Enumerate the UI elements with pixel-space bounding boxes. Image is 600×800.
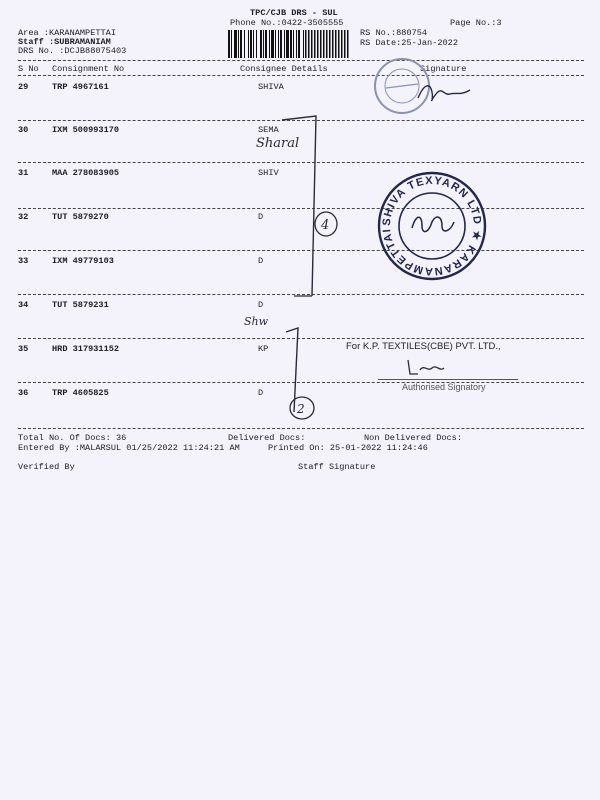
table-bottom-rule — [18, 428, 584, 429]
non-delivered-docs: Non Delivered Docs: — [364, 433, 462, 443]
delivered-docs: Delivered Docs: — [228, 433, 306, 443]
row-35-sno: 35 — [18, 344, 29, 354]
drs-number: DRS No. :DCJB88075403 — [18, 46, 127, 56]
handwritten-brackets — [280, 112, 340, 412]
row-34-sno: 34 — [18, 300, 29, 310]
row-33-consignee: D — [258, 256, 264, 266]
row-32-sno: 32 — [18, 212, 29, 222]
row-34-consignment: TUT 5879231 — [52, 300, 109, 310]
staff-signature-label: Staff Signature — [298, 462, 376, 472]
printed-on: Printed On: 25-01-2022 11:24:46 — [268, 443, 428, 453]
authorised-signature-line — [378, 379, 518, 380]
barcode-graphic — [228, 30, 350, 58]
column-consignee: Consignee Details — [240, 64, 328, 74]
row-31-consignment: MAA 278083905 — [52, 168, 120, 178]
handwritten-note-row34: Shw — [244, 315, 269, 328]
staff-field: Staff :SUBRAMANIAM — [18, 37, 111, 47]
row-35-consignment: HRD 317931152 — [52, 344, 120, 354]
row-33-sno: 33 — [18, 256, 29, 266]
row-30-sno: 30 — [18, 125, 29, 135]
row-31-sno: 31 — [18, 168, 29, 178]
rs-date: RS Date:25-Jan-2022 — [360, 38, 458, 48]
authorised-signatory-label: Authorised Signatory — [402, 382, 486, 392]
row-29-sno: 29 — [18, 82, 29, 92]
column-signature: Signature — [420, 64, 467, 74]
column-consignment: Consignment No — [52, 64, 125, 74]
handwritten-note-row30: Sharal — [256, 136, 300, 151]
header-bottom-rule — [18, 75, 584, 76]
area-field: Area :KARANAMPETTAI — [18, 28, 116, 38]
verified-by: Verified By — [18, 462, 75, 472]
entered-by: Entered By :MALARSUL 01/25/2022 11:24:21 AM — [18, 443, 240, 453]
circled-mark-row32 — [312, 210, 340, 238]
row-34-consignee: D — [258, 300, 264, 310]
total-docs: Total No. Of Docs: 36 — [18, 433, 127, 443]
row-30-consignee: SEMA — [258, 125, 279, 135]
document-title: TPC/CJB DRS - SUL — [250, 8, 338, 18]
rs-number: RS No.:880754 — [360, 28, 428, 38]
kp-textiles-stamp-title: For K.P. TEXTILES(CBE) PVT. LTD., — [346, 341, 501, 352]
row-31-consignee: SHIV — [258, 168, 279, 178]
row-29-consignee: SHIVA — [258, 82, 284, 92]
kp-signature-scribble — [404, 356, 448, 378]
row-36-consignment: TRP 4605825 — [52, 388, 109, 398]
header-top-rule — [18, 60, 584, 61]
row-36-sno: 36 — [18, 388, 29, 398]
signature-scribble-row29 — [414, 80, 474, 106]
row-35-consignee: KP — [258, 344, 269, 354]
shiva-texyarn-stamp — [376, 170, 488, 282]
circled-mark-row36 — [288, 394, 318, 422]
stamp-ring-text: SHIVA TEXYARN LTD ★ KARANAMPETTAI — [380, 174, 484, 278]
mark32-text: 4 — [321, 218, 330, 233]
page-number: Page No.:3 — [450, 18, 502, 28]
mark36-text: 2 — [297, 402, 305, 416]
row-29-consignment: TRP 4967161 — [52, 82, 109, 92]
row-30-consignment: IXM 500993170 — [52, 125, 120, 135]
row-33-consignment: IXM 49779103 — [52, 256, 114, 266]
svg-text:SHIVA TEXYARN LTD ★ KARANAMPET — [381, 175, 483, 277]
row-32-consignment: TUT 5879270 — [52, 212, 109, 222]
row-36-consignee: D — [258, 388, 264, 398]
row-32-consignee: D — [258, 212, 264, 222]
phone-number: Phone No.:0422-3505555 — [230, 18, 344, 28]
column-sno: S No — [18, 64, 39, 74]
